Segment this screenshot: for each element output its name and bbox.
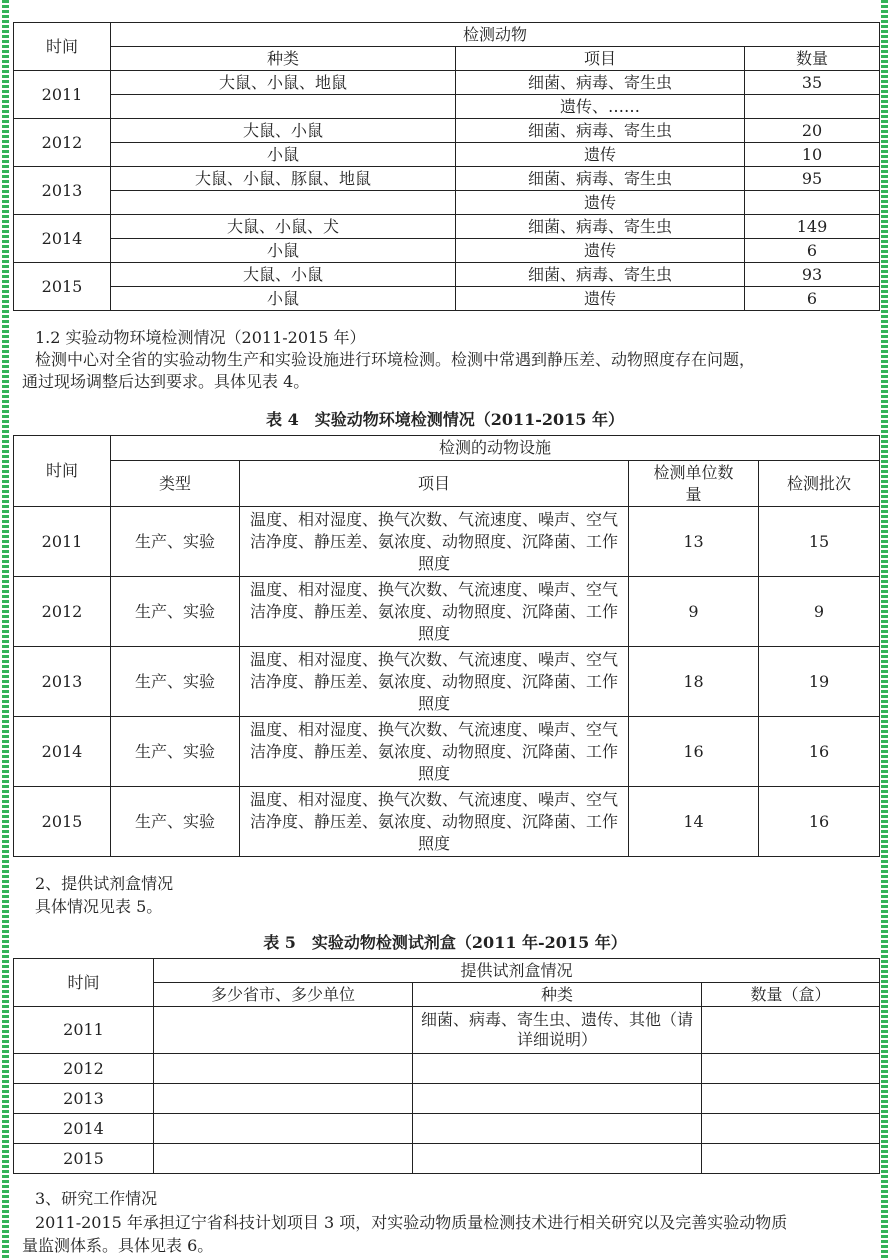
where-cell — [154, 1084, 413, 1114]
table-row — [14, 717, 880, 787]
table-header-qty: 数量（盒） — [702, 983, 880, 1007]
batches-cell: 16 — [759, 717, 880, 787]
table-row — [14, 95, 880, 119]
units-cell: 16 — [629, 717, 759, 787]
year-cell: 2014 — [14, 215, 111, 263]
kind-cell: 大鼠、小鼠、豚鼠、地鼠 — [111, 167, 456, 191]
year-cell: 2011 — [14, 71, 111, 119]
table-header-where: 多少省市、多少单位 — [154, 983, 413, 1007]
qty-cell: 35 — [745, 71, 880, 95]
table-header-item: 项目 — [456, 47, 745, 71]
units-cell: 13 — [629, 507, 759, 577]
year-cell: 2013 — [14, 647, 111, 717]
item-cell: 遗传 — [456, 239, 745, 263]
item-cell: 遗传 — [456, 191, 745, 215]
year-cell: 2014 — [14, 717, 111, 787]
batches-cell: 19 — [759, 647, 880, 717]
table-row — [14, 119, 880, 143]
kind-cell — [111, 191, 456, 215]
where-cell — [154, 1007, 413, 1054]
qty-cell — [702, 1114, 880, 1144]
year-cell: 2015 — [14, 263, 111, 311]
table-row — [14, 1144, 880, 1174]
table-row — [14, 215, 880, 239]
kind-cell: 小鼠 — [111, 287, 456, 311]
qty-cell — [702, 1084, 880, 1114]
table-row — [14, 263, 880, 287]
table-row — [14, 143, 880, 167]
qty-cell: 6 — [745, 287, 880, 311]
qty-cell — [745, 95, 880, 119]
kind-cell: 小鼠 — [111, 143, 456, 167]
table-reagent-kits — [13, 958, 880, 1174]
table-header-batches: 检测批次 — [759, 461, 880, 507]
qty-cell: 10 — [745, 143, 880, 167]
table-header-qty: 数量 — [745, 47, 880, 71]
table-row — [14, 1084, 880, 1114]
item-cell: 细菌、病毒、寄生虫 — [456, 215, 745, 239]
qty-cell: 6 — [745, 239, 880, 263]
item-cell: 细菌、病毒、寄生虫 — [456, 71, 745, 95]
qty-cell: 20 — [745, 119, 880, 143]
year-cell: 2015 — [14, 787, 111, 857]
qty-cell — [745, 191, 880, 215]
section-3-line-1: 2011-2015 年承担辽宁省科技计划项目 3 项，对实验动物质量检测技术进行相关研究以及完善实验动物质 — [35, 1213, 788, 1232]
table-row — [14, 1114, 880, 1144]
table-header-units: 检测单位数量 — [629, 461, 759, 507]
section-1-2-line-2: 通过现场调整后达到要求。具体见表 4。 — [22, 372, 310, 391]
table-row — [14, 1007, 880, 1054]
type-cell: 生产、实验 — [111, 647, 240, 717]
table-header-type: 类型 — [111, 461, 240, 507]
item-cell: 温度、相对湿度、换气次数、气流速度、噪声、空气洁净度、静压差、氨浓度、动物照度、沉降菌、工作照度 — [240, 787, 629, 857]
table-row — [14, 577, 880, 647]
table-row — [14, 647, 880, 717]
kind-cell — [413, 1144, 702, 1174]
qty-cell — [702, 1144, 880, 1174]
table-row — [14, 787, 880, 857]
section-3-heading: 3、研究工作情况 — [35, 1189, 158, 1208]
section-1-2-heading: 1.2 实验动物环境检测情况（2011-2015 年） — [35, 328, 366, 347]
type-cell: 生产、实验 — [111, 507, 240, 577]
item-cell: 遗传、…… — [456, 95, 745, 119]
table-animal-testing — [13, 22, 880, 311]
table-header-time: 时间 — [14, 23, 111, 71]
where-cell — [154, 1054, 413, 1084]
qty-cell: 93 — [745, 263, 880, 287]
table-header-time: 时间 — [14, 959, 154, 1007]
table-header-kind: 种类 — [413, 983, 702, 1007]
section-2-heading: 2、提供试剂盒情况 — [35, 874, 174, 893]
item-cell: 温度、相对湿度、换气次数、气流速度、噪声、空气洁净度、静压差、氨浓度、动物照度、沉降菌、工作照度 — [240, 717, 629, 787]
units-cell: 9 — [629, 577, 759, 647]
year-cell: 2013 — [14, 1084, 154, 1114]
item-cell: 遗传 — [456, 143, 745, 167]
table-header-group: 检测的动物设施 — [111, 436, 880, 461]
item-cell: 遗传 — [456, 287, 745, 311]
table-4-caption: 表 4 实验动物环境检测情况（2011-2015 年） — [266, 410, 624, 429]
table-row — [14, 167, 880, 191]
type-cell: 生产、实验 — [111, 717, 240, 787]
kind-cell: 大鼠、小鼠、地鼠 — [111, 71, 456, 95]
kind-cell: 大鼠、小鼠 — [111, 263, 456, 287]
kind-cell — [413, 1054, 702, 1084]
kind-cell: 大鼠、小鼠 — [111, 119, 456, 143]
year-cell: 2013 — [14, 167, 111, 215]
kind-cell: 大鼠、小鼠、犬 — [111, 215, 456, 239]
table-row — [14, 191, 880, 215]
kind-cell — [413, 1084, 702, 1114]
item-cell: 温度、相对湿度、换气次数、气流速度、噪声、空气洁净度、静压差、氨浓度、动物照度、沉降菌、工作照度 — [240, 647, 629, 717]
batches-cell: 9 — [759, 577, 880, 647]
year-cell: 2012 — [14, 577, 111, 647]
table-row — [14, 287, 880, 311]
item-cell: 细菌、病毒、寄生虫 — [456, 263, 745, 287]
where-cell — [154, 1114, 413, 1144]
batches-cell: 16 — [759, 787, 880, 857]
table-environment-testing — [13, 435, 880, 857]
qty-cell — [702, 1007, 880, 1054]
qty-cell: 149 — [745, 215, 880, 239]
item-cell: 细菌、病毒、寄生虫 — [456, 119, 745, 143]
year-cell: 2012 — [14, 119, 111, 167]
table-header-item: 项目 — [240, 461, 629, 507]
kind-cell — [111, 95, 456, 119]
table-row — [14, 507, 880, 577]
table-5-caption: 表 5 实验动物检测试剂盒（2011 年-2015 年） — [263, 933, 627, 952]
year-cell: 2015 — [14, 1144, 154, 1174]
year-cell: 2011 — [14, 1007, 154, 1054]
kind-cell: 细菌、病毒、寄生虫、遗传、其他（请详细说明） — [413, 1007, 702, 1054]
table-header-group: 提供试剂盒情况 — [154, 959, 880, 983]
table-header-group: 检测动物 — [111, 23, 880, 47]
decorative-border-left — [2, 0, 9, 1259]
section-3-line-2: 量监测体系。具体见表 6。 — [22, 1236, 214, 1255]
table-header-time: 时间 — [14, 436, 111, 507]
qty-cell: 95 — [745, 167, 880, 191]
year-cell: 2011 — [14, 507, 111, 577]
qty-cell — [702, 1054, 880, 1084]
section-2-line-1: 具体情况见表 5。 — [35, 897, 163, 916]
year-cell: 2014 — [14, 1114, 154, 1144]
batches-cell: 15 — [759, 507, 880, 577]
table-row — [14, 1054, 880, 1084]
year-cell: 2012 — [14, 1054, 154, 1084]
section-1-2-line-1: 检测中心对全省的实验动物生产和实验设施进行环境检测。检测中常遇到静压差、动物照度存在问题， — [35, 350, 756, 369]
where-cell — [154, 1144, 413, 1174]
table-header-kind: 种类 — [111, 47, 456, 71]
type-cell: 生产、实验 — [111, 577, 240, 647]
item-cell: 温度、相对湿度、换气次数、气流速度、噪声、空气洁净度、静压差、氨浓度、动物照度、沉降菌、工作照度 — [240, 507, 629, 577]
units-cell: 14 — [629, 787, 759, 857]
kind-cell: 小鼠 — [111, 239, 456, 263]
type-cell: 生产、实验 — [111, 787, 240, 857]
kind-cell — [413, 1114, 702, 1144]
table-row — [14, 71, 880, 95]
table-row — [14, 239, 880, 263]
item-cell: 细菌、病毒、寄生虫 — [456, 167, 745, 191]
units-cell: 18 — [629, 647, 759, 717]
decorative-border-right — [881, 0, 888, 1259]
item-cell: 温度、相对湿度、换气次数、气流速度、噪声、空气洁净度、静压差、氨浓度、动物照度、沉降菌、工作照度 — [240, 577, 629, 647]
